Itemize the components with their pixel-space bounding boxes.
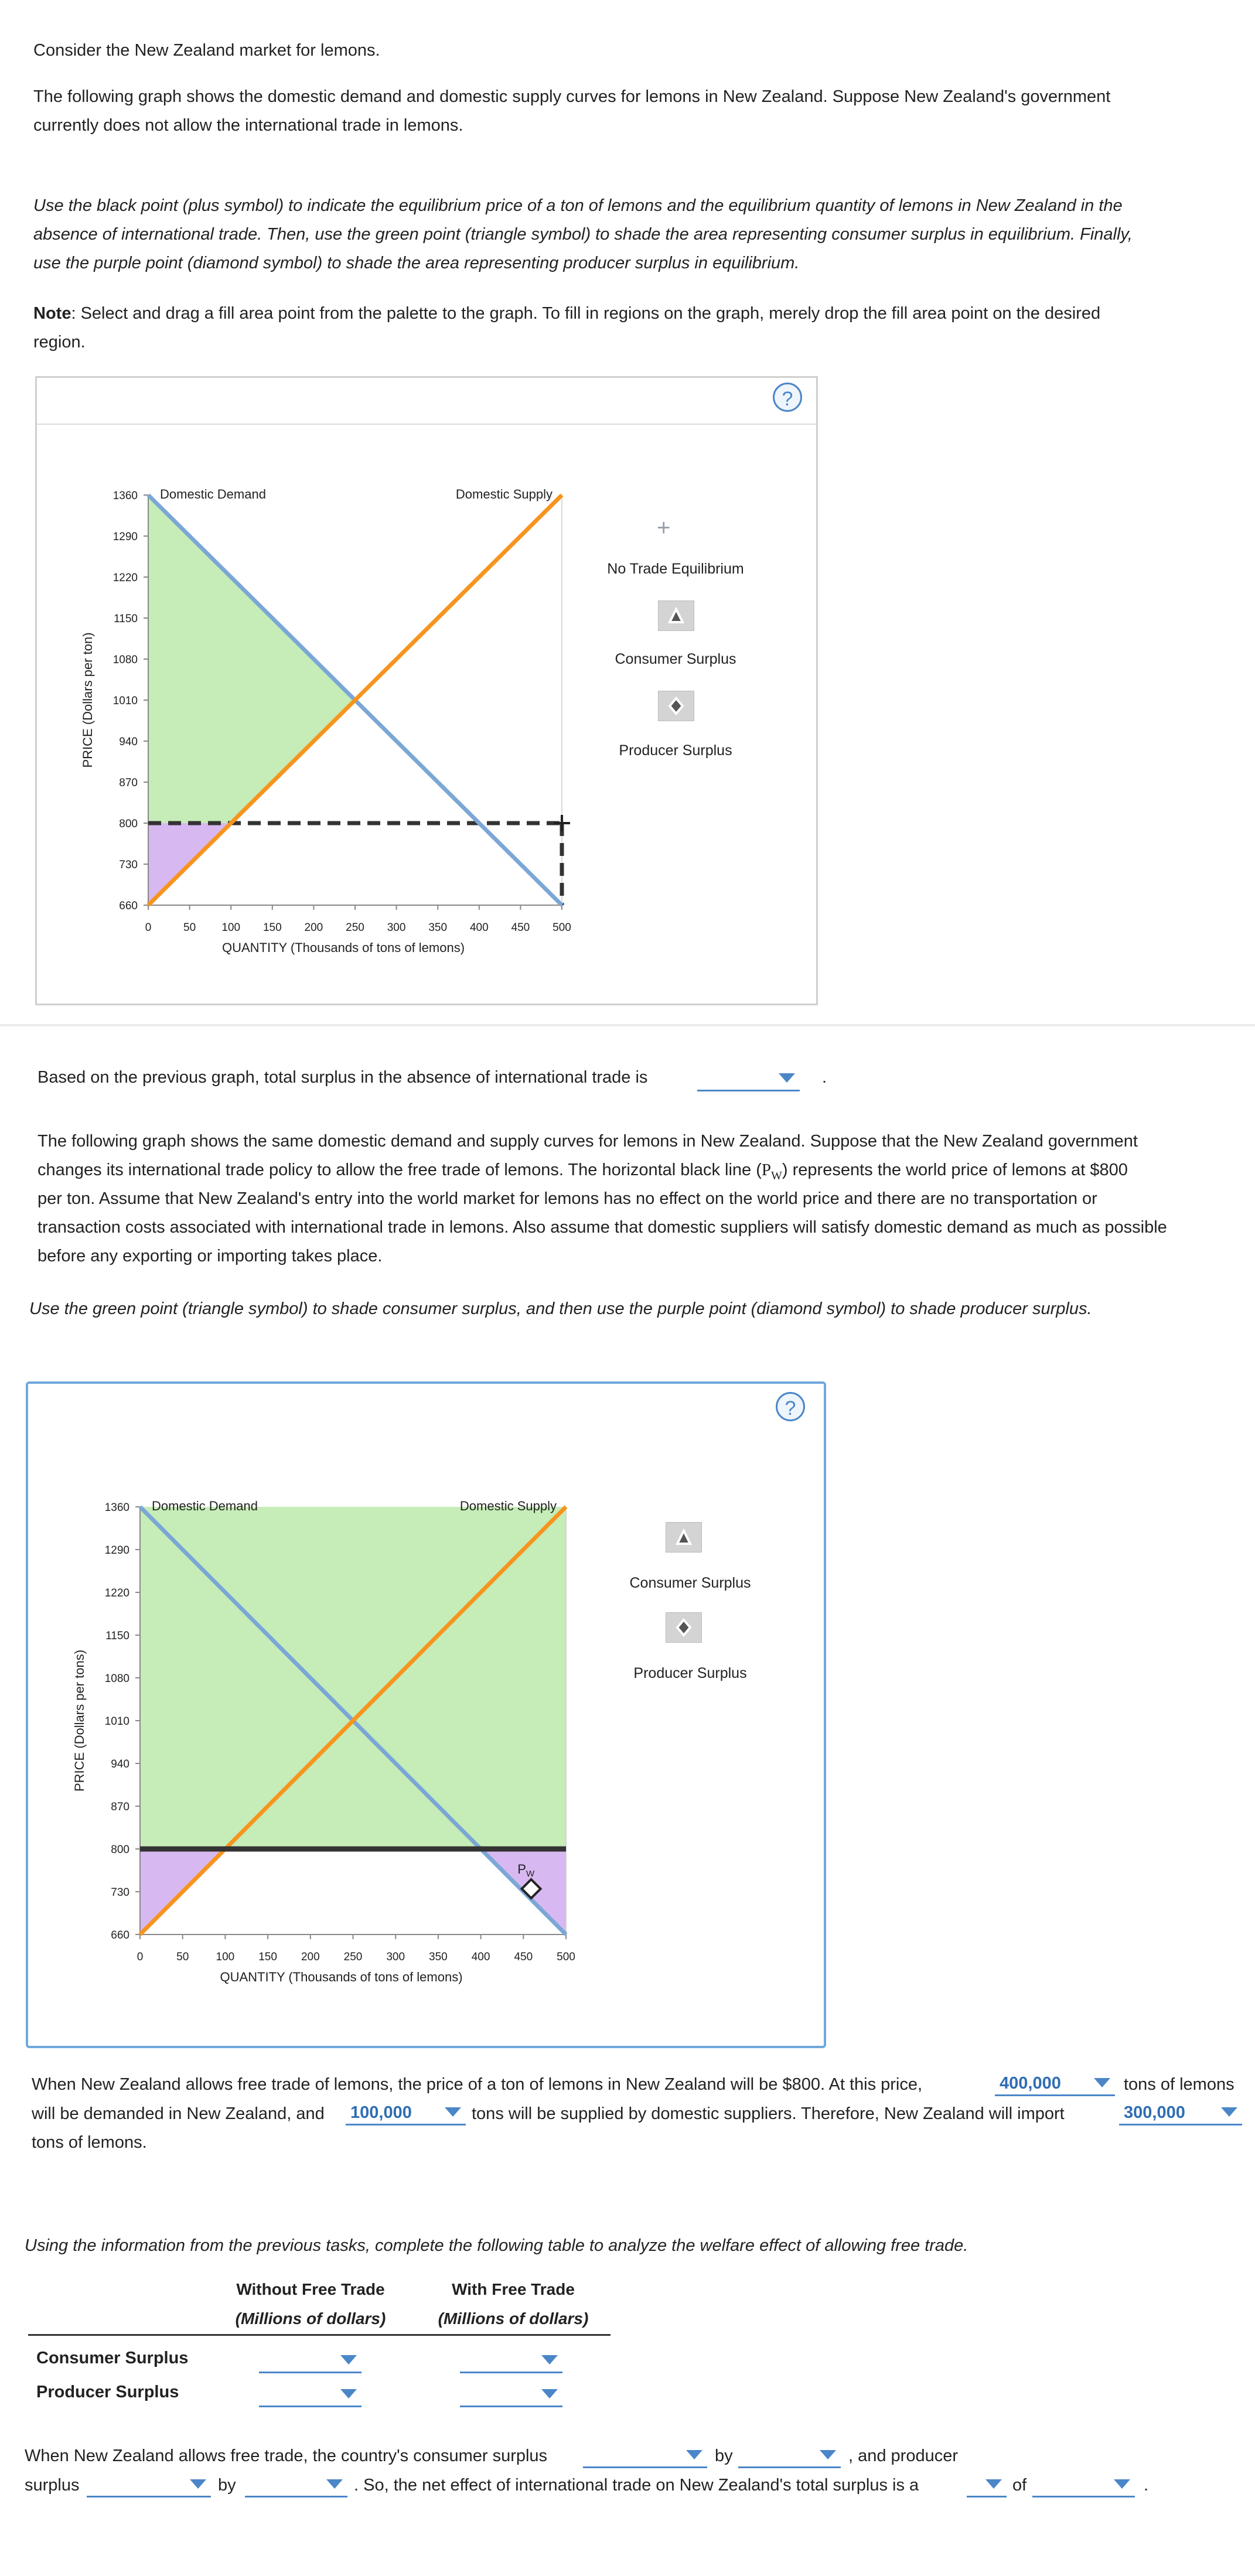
triangle-icon[interactable] — [666, 1522, 702, 1553]
palette-producer-label: Producer Surplus — [619, 742, 732, 759]
para2-line4: transaction costs associated with international trade in lemons. Also assume that domestic suppliers will satisfy domestic demand as much as possible — [37, 1218, 1167, 1237]
q1-text: Based on the previous graph, total surplus in the absence of international trade is — [37, 1068, 648, 1087]
x-tick-label: 200 — [304, 922, 323, 934]
final-text-a: When New Zealand allows free trade, the country's consumer surplus — [25, 2447, 548, 2465]
row-consumer-surplus: Consumer Surplus — [36, 2349, 189, 2367]
chevron-down-icon — [541, 2389, 558, 2398]
cs-change-dropdown[interactable] — [583, 2443, 707, 2468]
y-tick-label: 1360 — [104, 1502, 129, 1514]
graph1-panel — [35, 376, 818, 1005]
cs-with-dropdown[interactable] — [460, 2348, 562, 2373]
section-divider — [0, 1024, 1255, 1026]
diamond-icon[interactable] — [658, 691, 694, 721]
instructions1-line1: Use the black point (plus symbol) to indicate the equilibrium price of a ton of lemons and the equilibrium quantity of lemons in New Zealand in the — [33, 196, 1123, 215]
graph2-chart[interactable] — [28, 1384, 824, 2046]
y-tick-label: 1010 — [112, 695, 138, 707]
q1-period: . — [822, 1068, 827, 1087]
x-tick-label: 100 — [221, 922, 241, 934]
palette-consumer-label: Consumer Surplus — [615, 651, 736, 667]
supplied-dropdown[interactable] — [346, 2100, 466, 2125]
para2-line2-a: changes its international trade policy to allow the free trade of lemons. The horizontal black line ( — [37, 1161, 762, 1179]
x-tick-label: 350 — [428, 922, 448, 934]
x-tick-label: 150 — [262, 922, 282, 934]
y-tick-label: 1290 — [104, 1544, 129, 1557]
pw-sub: W — [771, 1169, 782, 1182]
trade-text4: tons will be supplied by domestic suppliers. Therefore, New Zealand will import — [472, 2104, 1065, 2123]
para2-line3: per ton. Assume that New Zealand's entry into the world market for lemons has no effect on the world price and there are no transportation or — [37, 1189, 1097, 1208]
x-tick-label: 150 — [258, 1951, 277, 1963]
chevron-down-icon — [340, 2355, 357, 2365]
chevron-down-icon — [1094, 2078, 1110, 2087]
y-tick-label: 730 — [111, 1886, 129, 1899]
final-text-b: by — [715, 2447, 733, 2465]
para2-line2-b: ) represents the world price of lemons at $800 — [782, 1161, 1128, 1179]
net-effect-dropdown[interactable] — [967, 2472, 1007, 2497]
y-tick-label: 870 — [111, 1801, 129, 1813]
palette-producer-label: Producer Surplus — [633, 1665, 747, 1681]
final-text-g: of — [1012, 2476, 1027, 2495]
y-tick-label: 1150 — [114, 613, 138, 625]
y-tick-label: 800 — [111, 1844, 129, 1856]
y-tick-label: 1080 — [104, 1673, 129, 1685]
y-axis-label: PRICE (Dollars per ton) — [80, 632, 95, 768]
y-tick-label: 800 — [119, 818, 138, 830]
chevron-down-icon — [985, 2479, 1002, 2489]
imported-dropdown[interactable] — [1119, 2100, 1242, 2125]
x-tick-label: 250 — [343, 1951, 363, 1963]
x-tick-label: 500 — [557, 1951, 575, 1963]
pw-label-sub: W — [526, 1869, 535, 1879]
instructions1-line2: absence of international trade. Then, use the green point (triangle symbol) to shade the area representing consumer surplus in equilibrium. Finally, — [33, 225, 1133, 244]
supplied-value: 100,000 — [350, 2103, 412, 2122]
ps-amount-dropdown[interactable] — [245, 2472, 347, 2497]
consumer-surplus-area — [140, 1507, 566, 1849]
welfare-intro: Using the information from the previous tasks, complete the following table to analyze the welfare effect of allowing free trade. — [25, 2236, 968, 2255]
instructions2: Use the green point (triangle symbol) to shade consumer surplus, and then use the purple point (diamond symbol) to shade producer surplus. — [29, 1299, 1092, 1318]
pw-p: P — [761, 1161, 772, 1179]
note-line1 — [33, 299, 1100, 328]
x-tick-label: 450 — [514, 1951, 533, 1963]
chevron-down-icon — [1114, 2479, 1130, 2489]
demand-label: Domestic Demand — [152, 1499, 258, 1513]
y-tick-label: 1290 — [112, 531, 138, 543]
y-tick-label: 660 — [119, 900, 138, 912]
col-without-trade: Without Free Trade — [236, 2280, 385, 2298]
demand-label: Domestic Demand — [160, 487, 266, 501]
y-tick-label: 1220 — [104, 1587, 129, 1599]
x-axis-label: QUANTITY (Thousands of tons of lemons) — [221, 940, 465, 955]
col-with-trade-unit: (Millions of dollars) — [438, 2309, 589, 2328]
y-tick-label: 660 — [111, 1929, 129, 1942]
x-tick-label: 400 — [469, 922, 489, 934]
y-tick-label: 1220 — [112, 572, 138, 584]
intro-paragraph-line2: currently does not allow the international trade in lemons. — [33, 116, 463, 135]
final-text-d: surplus — [25, 2476, 80, 2495]
demanded-dropdown[interactable] — [995, 2071, 1115, 2096]
pw-symbol — [761, 1161, 782, 1182]
y-tick-label: 1360 — [112, 490, 138, 502]
total-surplus-dropdown[interactable] — [697, 1066, 800, 1091]
x-tick-label: 250 — [346, 922, 364, 934]
x-tick-label: 400 — [471, 1951, 490, 1963]
trade-text3: will be demanded in New Zealand, and — [32, 2104, 325, 2123]
x-tick-label: 300 — [387, 922, 406, 934]
ps-change-dropdown[interactable] — [87, 2472, 211, 2497]
imported-value: 300,000 — [1124, 2103, 1185, 2122]
x-tick-label: 200 — [301, 1951, 320, 1963]
diamond-icon[interactable] — [666, 1612, 702, 1643]
chevron-down-icon — [190, 2479, 206, 2489]
triangle-icon[interactable] — [658, 601, 694, 631]
ps-without-dropdown[interactable] — [259, 2382, 362, 2407]
graph1-chart[interactable] — [37, 378, 816, 1004]
supply-label: Domestic Supply — [455, 487, 553, 501]
demanded-value: 400,000 — [1000, 2074, 1061, 2093]
help-icon[interactable]: ? — [773, 383, 802, 412]
ps-with-dropdown[interactable] — [460, 2382, 562, 2407]
y-tick-label: 940 — [111, 1758, 129, 1770]
x-tick-label: 50 — [183, 922, 196, 934]
trade-text5: tons of lemons. — [32, 2133, 147, 2152]
final-text-c: , and producer — [848, 2447, 959, 2465]
chevron-down-icon — [1221, 2107, 1237, 2117]
note-line2: region. — [33, 333, 86, 352]
help-icon[interactable]: ? — [776, 1392, 805, 1421]
cs-amount-dropdown[interactable] — [738, 2443, 841, 2468]
chevron-down-icon — [445, 2107, 461, 2117]
x-axis-label: QUANTITY (Thousands of tons of lemons) — [220, 1970, 463, 1984]
y-tick-label: 1010 — [104, 1715, 129, 1728]
row-producer-surplus: Producer Surplus — [36, 2383, 179, 2401]
col-with-trade: With Free Trade — [452, 2280, 575, 2298]
y-axis-label: PRICE (Dollars per tons) — [72, 1649, 87, 1792]
graph2-panel — [26, 1381, 826, 2048]
graph2-plot[interactable] — [72, 1499, 575, 1984]
final-text-f: . So, the net effect of international trade on New Zealand's total surplus is a — [354, 2476, 919, 2495]
chevron-down-icon — [686, 2450, 702, 2459]
chevron-down-icon — [779, 1073, 795, 1083]
net-amount-dropdown[interactable] — [1032, 2472, 1135, 2497]
para2-line5: before any exporting or importing takes place. — [37, 1247, 383, 1265]
plus-icon[interactable]: + — [657, 515, 671, 541]
x-tick-label: 0 — [137, 1951, 144, 1963]
chevron-down-icon — [820, 2450, 836, 2459]
pw-label: $P_W$ — [517, 1862, 535, 1879]
para2-line1: The following graph shows the same domestic demand and supply curves for lemons in New Zealand. Suppose that the New Zealand government — [37, 1132, 1138, 1151]
x-tick-label: 50 — [176, 1951, 189, 1963]
note-label: Note — [33, 304, 71, 323]
chevron-down-icon — [326, 2479, 343, 2489]
consumer-surplus-area — [148, 495, 355, 823]
final-text-e: by — [218, 2476, 236, 2495]
x-tick-label: 350 — [429, 1951, 448, 1963]
x-tick-label: 500 — [553, 922, 571, 934]
final-text-h: . — [1144, 2476, 1149, 2495]
cs-without-dropdown[interactable] — [259, 2348, 362, 2373]
y-tick-label: 870 — [119, 777, 138, 789]
palette-consumer-label: Consumer Surplus — [629, 1575, 751, 1591]
x-tick-label: 0 — [145, 922, 152, 934]
y-tick-label: 1080 — [112, 654, 138, 666]
palette-equilibrium-label: No Trade Equilibrium — [607, 561, 744, 577]
y-tick-label: 730 — [119, 859, 138, 871]
note-text: : Select and drag a fill area point from the palette to the graph. To fill in regions on the graph, merely drop the fill area point on the desired — [71, 304, 1101, 323]
y-tick-label: 940 — [119, 736, 138, 748]
x-tick-label: 300 — [386, 1951, 405, 1963]
x-tick-label: 450 — [511, 922, 530, 934]
intro-paragraph-line1: The following graph shows the domestic demand and domestic supply curves for lemons in New Zealand. Suppose New Zealand's government — [33, 87, 1111, 106]
chevron-down-icon — [340, 2389, 357, 2398]
x-tick-label: 100 — [216, 1951, 235, 1963]
graph1-plot[interactable] — [80, 487, 571, 955]
y-tick-label: 1150 — [105, 1630, 129, 1642]
chevron-down-icon — [541, 2355, 558, 2365]
trade-text2: tons of lemons — [1124, 2075, 1234, 2094]
instructions1-line3: use the purple point (diamond symbol) to shade the area representing producer surplus in equilibrium. — [33, 254, 800, 272]
trade-text1: When New Zealand allows free trade of lemons, the price of a ton of lemons in New Zealand will be $800. At this price, — [32, 2075, 923, 2094]
supply-label: Domestic Supply — [459, 1499, 557, 1513]
table-rule — [28, 2334, 611, 2336]
intro-line: Consider the New Zealand market for lemons. — [33, 41, 380, 60]
col-without-trade-unit: (Millions of dollars) — [235, 2309, 386, 2328]
